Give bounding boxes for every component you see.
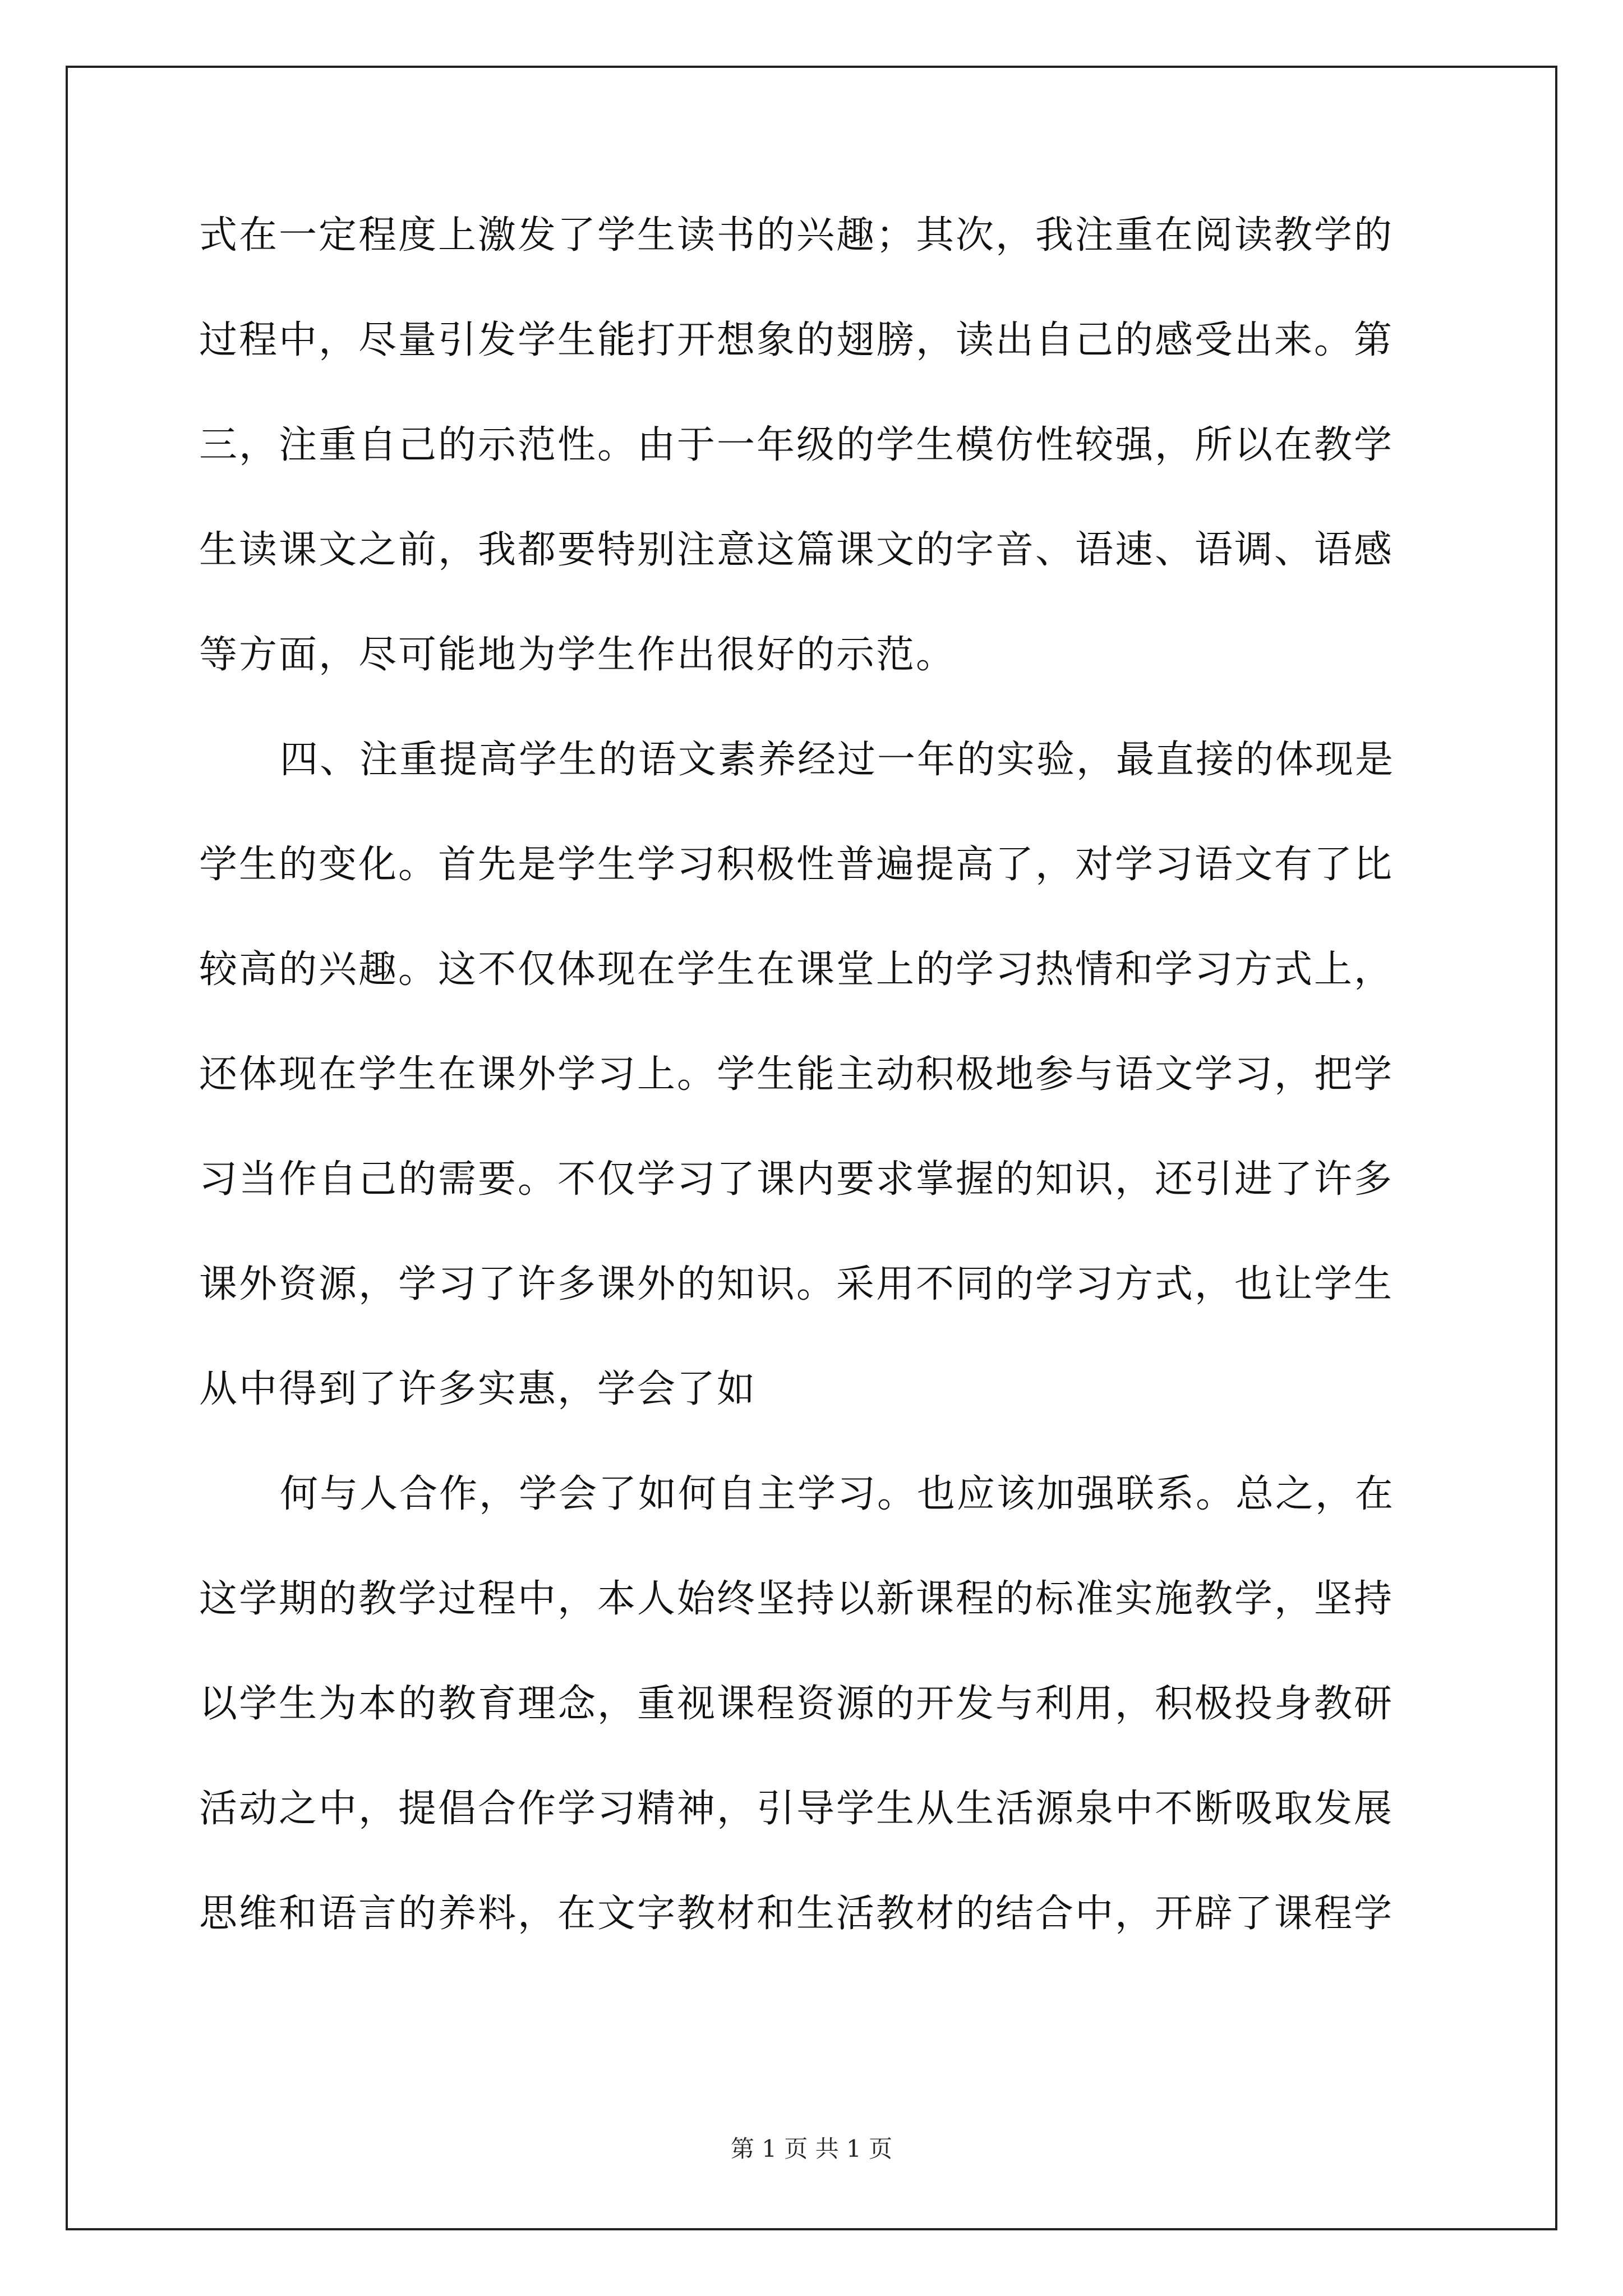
text-line: 式在一定程度上激发了学生读书的兴趣；其次，我注重在阅读教学的 bbox=[199, 213, 1394, 257]
text-line: 以学生为本的教育理念，重视课程资源的开发与利用，积极投身教研 bbox=[199, 1682, 1394, 1726]
text-line: 课外资源，学习了许多课外的知识。采用不同的学习方式，也让学生 bbox=[199, 1262, 1394, 1306]
page-footer bbox=[0, 2131, 1623, 2164]
text-line: 生读课文之前，我都要特别注意这篇课文的字音、语速、语调、语感 bbox=[199, 528, 1394, 572]
text-line: 习当作自己的需要。不仅学习了课内要求掌握的知识，还引进了许多 bbox=[199, 1157, 1394, 1202]
paragraph-start-line: 四、注重提高学生的语文素养经过一年的实验，最直接的体现是 bbox=[280, 738, 1395, 782]
text-line: 较高的兴趣。这不仅体现在学生在课堂上的学习热情和学习方式上， bbox=[199, 947, 1394, 992]
text-line: 还体现在学生在课外学习上。学生能主动积极地参与语文学习，把学 bbox=[199, 1052, 1394, 1097]
text-line: 这学期的教学过程中，本人始终坚持以新课程的标准实施教学，坚持 bbox=[199, 1577, 1394, 1621]
document-body bbox=[199, 213, 1436, 2005]
text-line: 学生的变化。首先是学生学习积极性普遍提高了，对学习语文有了比 bbox=[199, 843, 1394, 887]
text-line: 思维和语言的养料，在文字教材和生活教材的结合中，开辟了课程学 bbox=[199, 1892, 1394, 1936]
paragraph-start-line: 何与人合作，学会了如何自主学习。也应该加强联系。总之，在 bbox=[280, 1472, 1395, 1516]
text-line: 等方面，尽可能地为学生作出很好的示范。 bbox=[199, 633, 956, 677]
page-number-label: 第 1 页 共 1 页 bbox=[730, 2135, 893, 2162]
text-line: 三，注重自己的示范性。由于一年级的学生模仿性较强，所以在教学 bbox=[199, 423, 1394, 467]
text-line: 过程中，尽量引发学生能打开想象的翅膀，读出自己的感受出来。第 bbox=[199, 318, 1394, 362]
text-line: 从中得到了许多实惠，学会了如 bbox=[199, 1367, 757, 1411]
text-line: 活动之中，提倡合作学习精神，引导学生从生活源泉中不断吸取发展 bbox=[199, 1787, 1394, 1831]
